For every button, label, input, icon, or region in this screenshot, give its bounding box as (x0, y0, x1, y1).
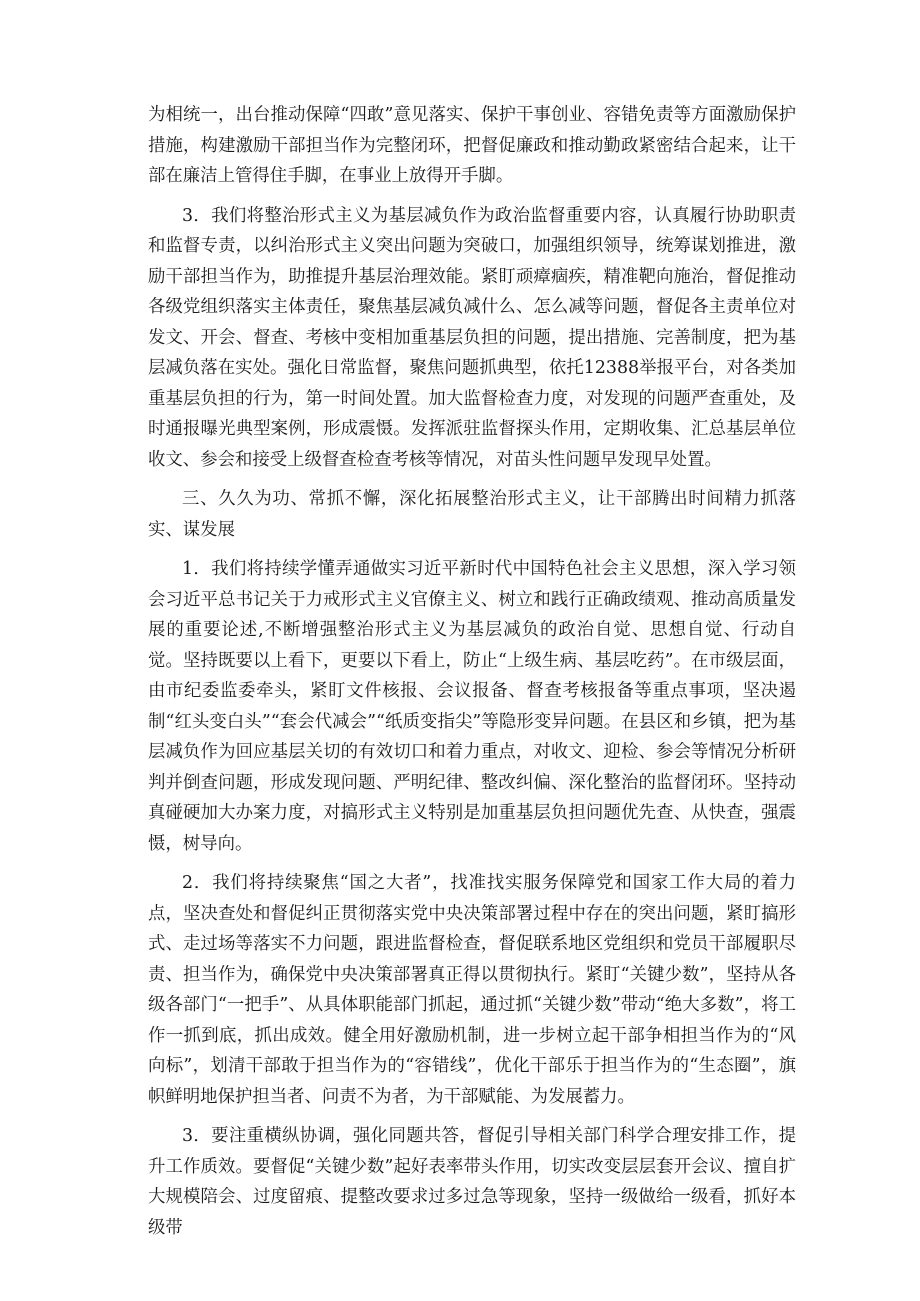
document-body (148, 100, 796, 1252)
paragraph-item-1-study: 1．我们将持续学懂弄通做实习近平新时代中国特色社会主义思想，深入学习领会习近平总书记关于力戒形式主义官僚主义、树立和践行正确政绩观、推动高质量发展的重要论述,不断增强整治形式主义为基层减负的政治自觉、思想自觉、行动自觉。坚持既要以上看下，更要以下看上，防止“上级生病、基层吃药”。在市级层面，由市纪委监委牵头，紧盯文件核报、会议报备、督查考核报备等重点事项，坚决遏制“红头变白头”“套会代减会”“纸质变指尖”等隐形变异问题。在县区和乡镇，把为基层减负作为回应基层关切的有效切口和着力重点，对收文、迎检、参会等情况分析研判并倒查问题，形成发现问题、严明纪律、整改纠偏、深化整治的监督闭环。坚持动真碰硬加大办案力度，对搞形式主义特别是加重基层负担问题优先查、从快查，强震慑，树导向。 (148, 559, 796, 854)
section-heading-3: 三、久久为功、常抓不懈，深化拓展整治形式主义，让干部腾出时间精力抓落实、谋发展 (148, 489, 796, 540)
paragraph-item-3-burden-reduction: 3．我们将整治形式主义为基层减负作为政治监督重要内容，认真履行协助职责和监督专责，以纠治形式主义突出问题为突破口，加强组织领导，统筹谋划推进，激励干部担当作为，助推提升基层治理效能。紧盯顽瘴痼疾，精准靶向施治，督促推动各级党组织落实主体责任，聚焦基层减负减什么、怎么减等问题，督促各主责单位对发文、开会、督查、考核中变相加重基层负担的问题，提出措施、完善制度，把为基层减负落在实处。强化日常监督，聚焦问题抓典型，依托12388举报平台，对各类加重基层负担的行为，第一时间处置。加大监督检查力度，对发现的问题严查重处，及时通报曝光典型案例，形成震慑。发挥派驻监督探头作用，定期收集、汇总基层单位收文、参会和接受上级督查检查考核等情况，对苗头性问题早发现早处置。 (148, 205, 796, 470)
paragraph-item-3-coordination: 3．要注重横纵协调，强化同题共答，督促引导相关部门科学合理安排工作，提升工作质效。要督促“关键少数”起好表率带头作用，切实改变层层套开会议、擅自扩大规模陪会、过度留痕、提整改要求过多过急等现象，坚持一级做给一级看，抓好本级带 (148, 1126, 796, 1238)
paragraph-continuation: 为相统一，出台推动保障“四敢”意见落实、保护干事创业、容错免责等方面激励保护措施，构建激励干部担当作为完整闭环，把督促廉政和推动勤政紧密结合起来，让干部在廉洁上管得住手脚，在事业上放得开手脚。 (148, 105, 796, 186)
paragraph-item-2-focus: 2．我们将持续聚焦“国之大者”，找准找实服务保障党和国家工作大局的着力点，坚决查处和督促纠正贯彻落实党中央决策部署过程中存在的突出问题，紧盯搞形式、走过场等落实不力问题，跟进监督检查，督促联系地区党组织和党员干部履职尽责、担当作为，确保党中央决策部署真正得以贯彻执行。紧盯“关键少数”，坚持从各级各部门“一把手”、从具体职能部门抓起，通过抓“关键少数”带动“绝大多数”，将工作一抓到底，抓出成效。健全用好激励机制，进一步树立起干部争相担当作为的“风向标”，划清干部敢于担当作为的“容错线”，优化干部乐于担当作为的“生态圈”，旗帜鲜明地保护担当者、问责不为者，为干部赋能、为发展蓄力。 (148, 873, 796, 1107)
